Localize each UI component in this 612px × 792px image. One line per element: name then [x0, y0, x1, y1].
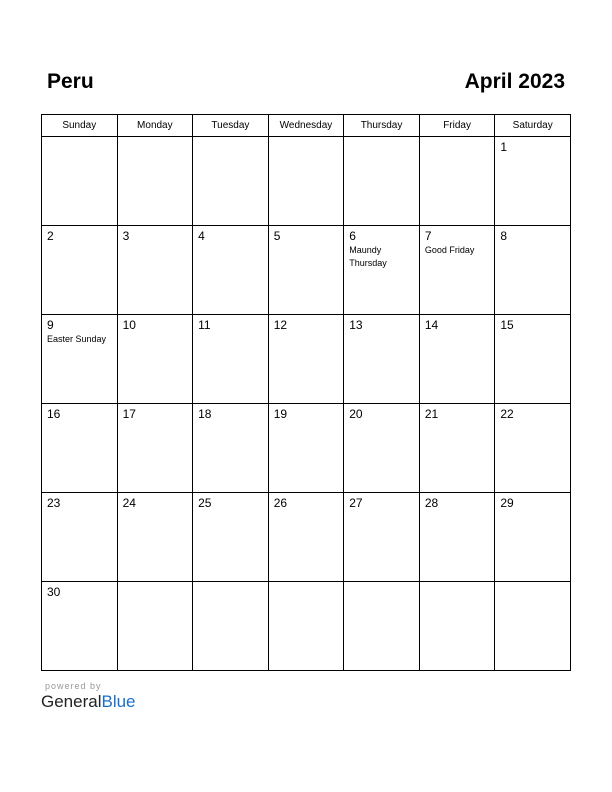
week-row: [42, 226, 571, 315]
day-number: 2: [47, 229, 54, 243]
day-number: 16: [47, 407, 61, 421]
day-cell: [42, 493, 118, 582]
day-cell: [268, 404, 344, 493]
day-number: 1: [500, 140, 508, 154]
calendar-body: [42, 137, 571, 671]
day-cell: [344, 493, 420, 582]
day-number: 21: [424, 407, 439, 421]
footer: [41, 681, 136, 712]
day-cell: [495, 226, 571, 315]
day-cell: [193, 404, 269, 493]
day-cell: [419, 137, 495, 226]
day-cell: [344, 315, 420, 404]
day-cell-content: [118, 493, 193, 577]
day-cell-content: [42, 315, 117, 399]
day-cell-content: [193, 493, 268, 577]
day-cell: [495, 137, 571, 226]
weekday-thursday: Thursday: [344, 115, 420, 137]
day-cell-content: [118, 137, 193, 221]
day-cell-content: [118, 226, 193, 310]
day-cell-content: [269, 137, 344, 221]
day-number: 17: [122, 407, 136, 421]
day-cell: [193, 315, 269, 404]
day-cell: [117, 315, 193, 404]
day-cell: [268, 315, 344, 404]
day-cell-content: [269, 315, 344, 399]
day-cell-content: [495, 582, 570, 666]
day-cell: [344, 404, 420, 493]
country-title: Peru: [47, 70, 94, 93]
day-cell: [419, 315, 495, 404]
weekday-header-row: [42, 115, 571, 137]
day-cell-content: [269, 226, 344, 310]
day-cell: [419, 493, 495, 582]
day-cell-content: [495, 137, 570, 221]
day-cell: [495, 493, 571, 582]
day-cell-content: [193, 404, 268, 488]
day-number: 27: [349, 496, 363, 510]
day-cell-content: [420, 315, 495, 399]
day-cell: [419, 582, 495, 671]
day-cell-content: [193, 315, 268, 399]
weekday-friday: Friday: [419, 115, 495, 137]
day-number: 3: [122, 229, 130, 243]
day-number: 5: [273, 229, 281, 243]
day-cell-content: [495, 493, 570, 577]
holiday-label: Good Friday: [424, 245, 475, 255]
day-cell: [193, 493, 269, 582]
day-cell: [495, 315, 571, 404]
day-cell: [193, 582, 269, 671]
day-number: 28: [424, 496, 439, 510]
day-cell-content: [269, 404, 344, 488]
day-number: 23: [47, 496, 61, 510]
day-cell-content: [42, 582, 117, 666]
day-cell: [419, 226, 495, 315]
day-cell: [117, 226, 193, 315]
day-number: 9: [47, 318, 54, 332]
day-number: 15: [500, 318, 514, 332]
day-cell-content: [495, 315, 570, 399]
day-cell: [344, 137, 420, 226]
day-number: 11: [198, 318, 211, 332]
brand-general-text: General: [41, 692, 102, 711]
day-cell-content: [344, 582, 419, 666]
weekday-sunday: Sunday: [42, 115, 118, 137]
day-number: 7: [424, 229, 432, 243]
day-cell-content: [193, 226, 268, 310]
weekday-tuesday: Tuesday: [193, 115, 269, 137]
month-title: April 2023: [464, 70, 565, 93]
brand-blue-text: Blue: [101, 692, 136, 711]
week-row: [42, 315, 571, 404]
weekday-saturday: Saturday: [495, 115, 571, 137]
day-cell-content: [344, 315, 419, 399]
day-cell-content: [495, 226, 570, 310]
day-cell-content: [420, 226, 495, 310]
day-number: 12: [273, 318, 288, 332]
day-number: 29: [500, 496, 514, 510]
day-cell-content: [344, 404, 419, 488]
day-cell-content: [344, 137, 419, 221]
day-number: 22: [500, 407, 514, 421]
day-cell: [268, 493, 344, 582]
day-cell: [193, 137, 269, 226]
day-cell-content: [420, 404, 495, 488]
day-cell-content: [344, 226, 419, 310]
day-cell: [495, 582, 571, 671]
day-cell-content: [420, 493, 495, 577]
day-cell: [117, 404, 193, 493]
week-row: [42, 493, 571, 582]
day-cell: [42, 404, 118, 493]
day-number: 6: [349, 229, 356, 243]
day-cell: [117, 137, 193, 226]
weekday-wednesday: Wednesday: [268, 115, 344, 137]
day-cell: [419, 404, 495, 493]
day-cell-content: [118, 404, 193, 488]
calendar-header: [47, 70, 565, 98]
calendar-grid: [41, 114, 571, 671]
day-cell: [495, 404, 571, 493]
day-number: 4: [198, 229, 205, 243]
day-number: 20: [349, 407, 363, 421]
brand-logo: [41, 692, 136, 712]
week-row: [42, 137, 571, 226]
day-cell: [117, 493, 193, 582]
week-row: [42, 404, 571, 493]
day-number: 18: [198, 407, 212, 421]
day-cell-content: [420, 137, 495, 221]
day-number: 30: [47, 585, 61, 599]
day-cell-content: [42, 226, 117, 310]
day-number: 10: [122, 318, 136, 332]
day-number: 19: [273, 407, 288, 421]
day-cell: [42, 226, 118, 315]
day-cell-content: [42, 404, 117, 488]
day-cell-content: [42, 137, 117, 221]
holiday-label: Maundy Thursday: [349, 245, 387, 268]
day-cell: [344, 226, 420, 315]
weekday-monday: Monday: [117, 115, 193, 137]
day-cell-content: [269, 493, 344, 577]
day-number: 26: [273, 496, 288, 510]
day-cell-content: [193, 582, 268, 666]
day-cell-content: [495, 404, 570, 488]
week-row: [42, 582, 571, 671]
day-cell: [268, 582, 344, 671]
day-number: 14: [424, 318, 439, 332]
day-cell-content: [193, 137, 268, 221]
day-cell-content: [118, 315, 193, 399]
day-cell: [344, 582, 420, 671]
day-cell-content: [344, 493, 419, 577]
day-number: 25: [198, 496, 212, 510]
day-cell: [42, 582, 118, 671]
day-number: 13: [349, 318, 363, 332]
day-cell-content: [269, 582, 344, 666]
day-cell: [42, 137, 118, 226]
day-cell: [42, 315, 118, 404]
day-cell: [268, 137, 344, 226]
day-cell-content: [42, 493, 117, 577]
day-cell-content: [118, 582, 193, 666]
holiday-label: Easter Sunday: [47, 334, 107, 344]
powered-by-text: powered by: [45, 681, 102, 691]
day-cell-content: [420, 582, 495, 666]
day-cell: [193, 226, 269, 315]
day-cell: [117, 582, 193, 671]
day-number: 24: [122, 496, 136, 510]
day-cell: [268, 226, 344, 315]
day-number: 8: [500, 229, 508, 243]
